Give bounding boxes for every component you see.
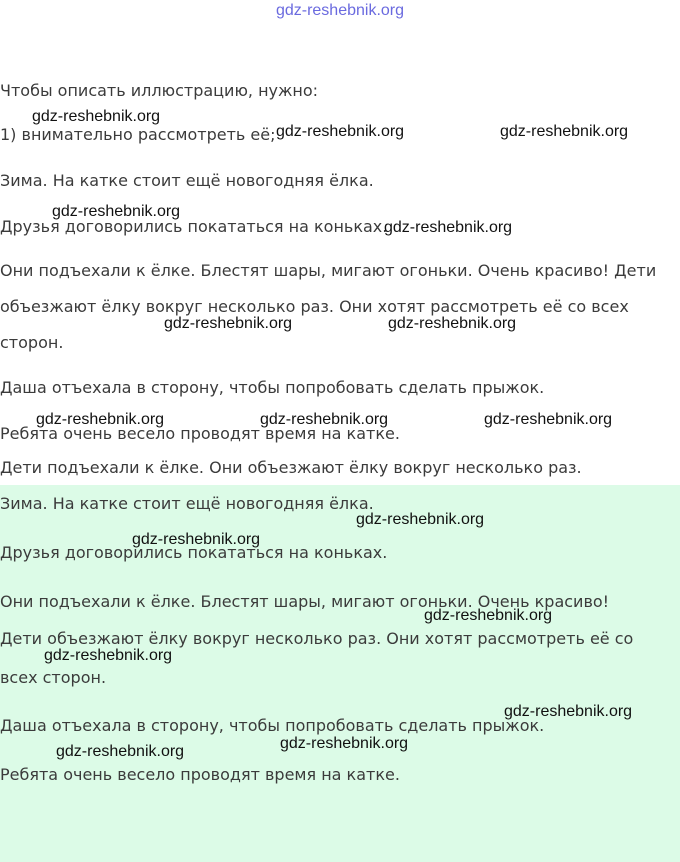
watermark-text: gdz-reshebnik.org <box>388 315 517 332</box>
watermark-text: gdz-reshebnik.org <box>484 411 613 428</box>
instruction-intro: Чтобы описать иллюстрацию, нужно: <box>0 81 319 100</box>
task-sentence-7: Ребята очень весело проводят время на катке. <box>0 424 400 443</box>
task-sentence-1: Зима. На катке стоит ещё новогодняя ёлка. <box>0 171 374 190</box>
answer-sentence-6: Даша отъехала в сторону, чтобы попробовать сделать прыжок. <box>0 716 545 735</box>
watermark-text: gdz-reshebnik.org <box>424 607 553 624</box>
task-sentence-3: Они подъехали к ёлке. Блестят шары, мигают огоньки. Очень красиво! Дети <box>0 261 657 280</box>
watermark-text: gdz-reshebnik.org <box>164 315 293 332</box>
task-sentence-8: Дети подъехали к ёлке. Они объезжают ёлку вокруг несколько раз. <box>0 458 582 477</box>
watermark-text: gdz-reshebnik.org <box>276 123 405 140</box>
watermark-text: gdz-reshebnik.org <box>500 123 629 140</box>
watermark-text: gdz-reshebnik.org <box>384 219 513 236</box>
answer-sentence-2: Друзья договорились покататься на коньках. <box>0 543 388 562</box>
watermark-text: gdz-reshebnik.org <box>356 511 485 528</box>
watermark-text: gdz-reshebnik.org <box>56 743 185 760</box>
watermark-text: gdz-reshebnik.org <box>132 531 261 548</box>
task-sentence-2: Друзья договорились покататься на коньках. <box>0 217 388 236</box>
task-sentence-4: объезжают ёлку вокруг несколько раз. Они хотят рассмотреть её со всех <box>0 297 629 316</box>
answer-sentence-4: Дети объезжают ёлку вокруг несколько раз. Они хотят рассмотреть её со <box>0 629 634 648</box>
watermark-text: gdz-reshebnik.org <box>280 735 409 752</box>
watermark-text: gdz-reshebnik.org <box>260 411 389 428</box>
watermark-text: gdz-reshebnik.org <box>504 703 633 720</box>
answer-sentence-5: всех сторон. <box>0 668 107 687</box>
watermark-text: gdz-reshebnik.org <box>44 647 173 664</box>
task-sentence-5: сторон. <box>0 333 64 352</box>
task-sentence-6: Даша отъехала в сторону, чтобы попробовать сделать прыжок. <box>0 378 545 397</box>
watermark-text: gdz-reshebnik.org <box>52 203 181 220</box>
answer-sentence-7: Ребята очень весело проводят время на катке. <box>0 765 400 784</box>
header-watermark: gdz-reshebnik.org <box>275 2 405 19</box>
answer-sentence-3: Они подъехали к ёлке. Блестят шары, мигают огоньки. Очень красиво! <box>0 592 610 611</box>
watermark-text: gdz-reshebnik.org <box>36 411 165 428</box>
watermark-text: gdz-reshebnik.org <box>32 108 161 125</box>
answer-sentence-1: Зима. На катке стоит ещё новогодняя ёлка. <box>0 494 374 513</box>
instruction-step-1: 1) внимательно рассмотреть её; <box>0 125 276 144</box>
